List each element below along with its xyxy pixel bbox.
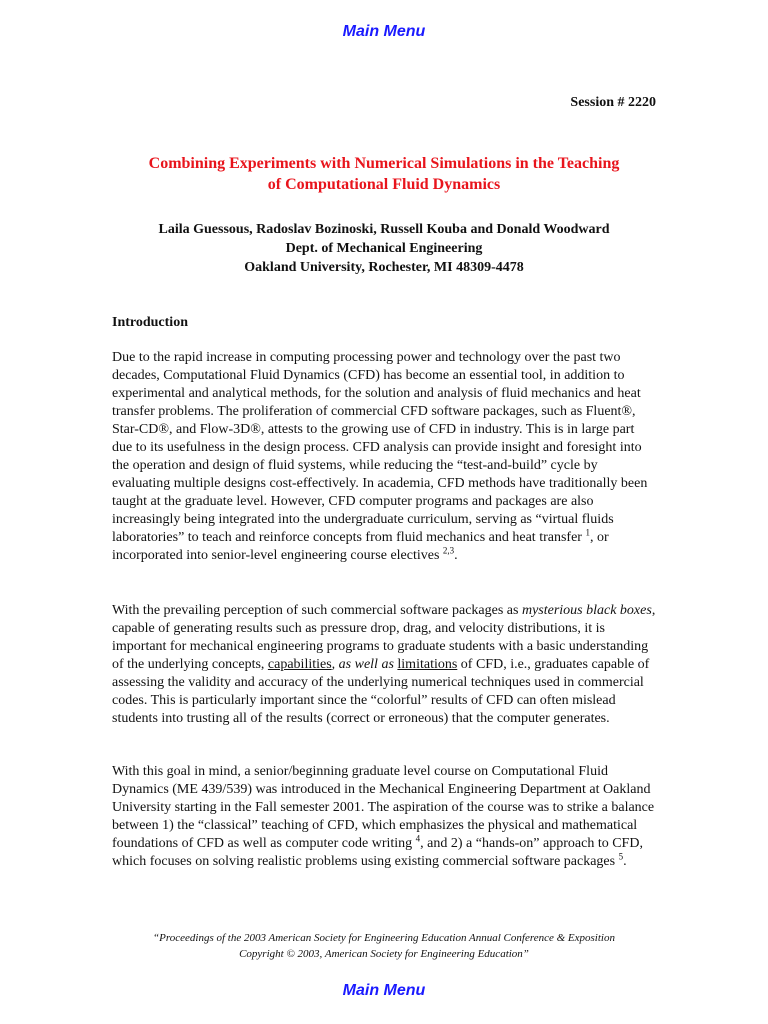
author-names: Laila Guessous, Radoslav Bozinoski, Russell Kouba and Donald Woodward	[158, 222, 610, 237]
author-department: Dept. of Mechanical Engineering	[285, 241, 483, 256]
title-line-2: of Computational Fluid Dynamics	[267, 176, 501, 193]
paragraph-2	[112, 602, 657, 728]
p2-italic-2: , as well as	[331, 657, 398, 672]
p2-text-b: , capable of generating results such as pressure drop, drag, and velocity distributions, it is important for mechanical engineering programs to graduate students with a basic understanding of the underlying concepts,	[112, 603, 656, 672]
main-menu-link-top[interactable]: Main Menu	[342, 23, 426, 40]
p2-text-a: With the prevailing perception of such commercial software packages as	[112, 603, 522, 618]
section-heading-introduction: Introduction	[112, 315, 188, 330]
p1-ref-2: 2,3	[442, 545, 455, 556]
paragraph-1	[112, 349, 657, 565]
p2-text-c: of CFD, i.e., graduates capable of assessing the validity and accuracy of the underlying numerical techniques used in commercial codes. This is particularly important since the “colorful” results of CFD can often mislead students into trusting all of the results (correct or erroneous) that the computer generates.	[112, 657, 650, 726]
p1-text-b: , or incorporated into senior-level engineering course electives	[112, 530, 609, 563]
p2-underline-2: limitations	[397, 657, 458, 672]
p2-italic-1: mysterious black boxes	[521, 603, 652, 618]
footer-line-2: Copyright © 2003, American Society for Engineering Education”	[239, 948, 529, 960]
p3-ref-2: 5	[618, 851, 624, 862]
proceedings-footer	[100, 930, 668, 962]
paragraph-3	[112, 763, 657, 871]
session-number: Session # 2220	[570, 95, 656, 110]
p1-text-c: .	[454, 548, 458, 563]
p3-text-b: , and 2) a “hands-on” approach to CFD, which focuses on solving realistic problems using existing commercial software packages	[112, 836, 643, 869]
footer-line-1: “Proceedings of the 2003 American Society for Engineering Education Annual Conference & Exposition	[153, 932, 615, 944]
p1-text-a: Due to the rapid increase in computing processing power and technology over the past two decades, Computational Fluid Dynamics (CFD) has become an essential tool, in addition to experimental and analytical methods, for the solution and analysis of fluid mechanics and heat transfer problems. The proliferation of commercial CFD software packages, such as Fluent®, Star-CD®, and Flow-3D®, attests to the growing use of CFD in industry. This is in large part due to its usefulness in the design process. CFD analysis can provide insight and foresight into the operation and design of fluid systems, while reducing the “test-and-build” cycle by evaluating multiple designs cost-effectively. In academia, CFD methods have traditionally been taught at the graduate level. However, CFD computer programs and packages are also increasingly being integrated into the undergraduate curriculum, serving as “virtual fluids laboratories” to teach and reinforce concepts from fluid mechanics and heat transfer	[112, 350, 648, 545]
author-affiliation: Oakland University, Rochester, MI 48309-4478	[244, 260, 524, 275]
p3-text-c: .	[623, 854, 627, 869]
p3-ref-1: 4	[415, 833, 421, 844]
title-line-1: Combining Experiments with Numerical Simulations in the Teaching	[148, 155, 620, 172]
p2-underline-1: capabilities	[267, 657, 332, 672]
main-menu-link-bottom[interactable]: Main Menu	[342, 982, 426, 999]
author-block	[100, 220, 668, 277]
p3-text-a: With this goal in mind, a senior/beginning graduate level course on Computational Fluid Dynamics (ME 439/539) was introduced in the Mechanical Engineering Department at Oakland University starting in the Fall semester 2001. The aspiration of the course was to strike a balance between 1) the “classical” teaching of CFD, which emphasizes the physical and mathematical foundations of CFD as well as computer code writing	[112, 764, 655, 851]
p1-ref-1: 1	[585, 527, 590, 538]
paper-title	[100, 153, 668, 195]
